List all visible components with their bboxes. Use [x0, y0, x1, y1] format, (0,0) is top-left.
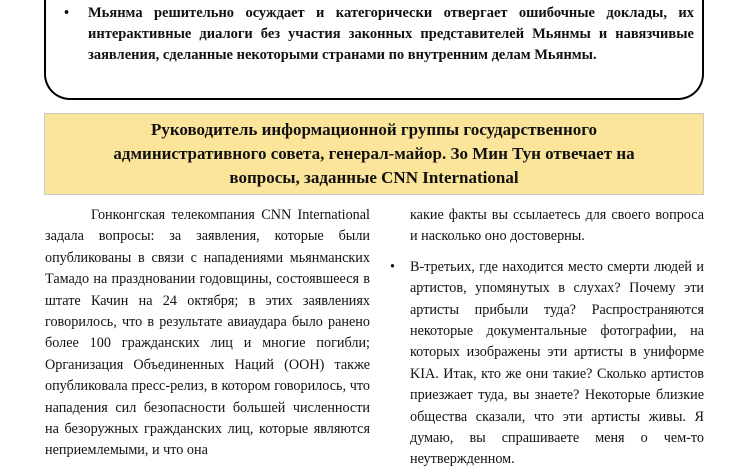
- left-column: [45, 205, 370, 462]
- statement-bullet-item: [64, 3, 694, 66]
- question-text: В-третьих, где находится место смерти людей и артистов, упомянутых в слухах? Почему эти артисты прибыли туда? Распространяются некоторые документальные фотографии, на которых изображены эти артисты в униформе KIA. Итак, кто же они такие? Сколько артистов приезжает туда, вы знаете? Некоторые близкие общества сказали, что эти артисты живы. Я думаю, вы спрашиваете меня о чем-то неутвержденном.: [410, 258, 704, 468]
- bullet-icon: •: [64, 5, 70, 21]
- bullet-icon: •: [390, 258, 395, 275]
- question-bullet-item: [390, 257, 704, 471]
- continuation-paragraph: какие факты вы ссылаетесь для своего вопроса и насколько оно достоверны.: [410, 207, 704, 245]
- article-paragraph: Гонконгская телекомпания CNN International задала вопросы: за заявления, которые были опубликованы в связи с нападениями мьянманских Тамадо на праздновании годовщины, состоявшееся в штате Качин на 24 октября; в этих заявлениях говорилось, что в результате авиаудара было ранено более 100 гражданских лиц и многие погибли; Организация Объединенных Наций (ООН) также опубликовала пресс-релиз, в котором говорилось, что нападения сил безопасности большей численности на безоружных гражданских лиц, которые являются неприемлемыми, и что она: [45, 207, 370, 459]
- statement-text: Мьянма решительно осуждает и категорически отвергает ошибочные доклады, их интерактивные диалоги без участия законных представителей Мьянмы и навязчивые заявления, сделанные некоторыми странами по внутренним делам Мьянмы.: [88, 5, 694, 63]
- headline-title: Руководитель информационной группы государственного административного совета, генерал-майор. Зо Мин Тун отвечает на вопросы, заданные CNN International: [113, 120, 635, 187]
- headline-banner: [44, 113, 704, 195]
- right-column: [390, 205, 704, 471]
